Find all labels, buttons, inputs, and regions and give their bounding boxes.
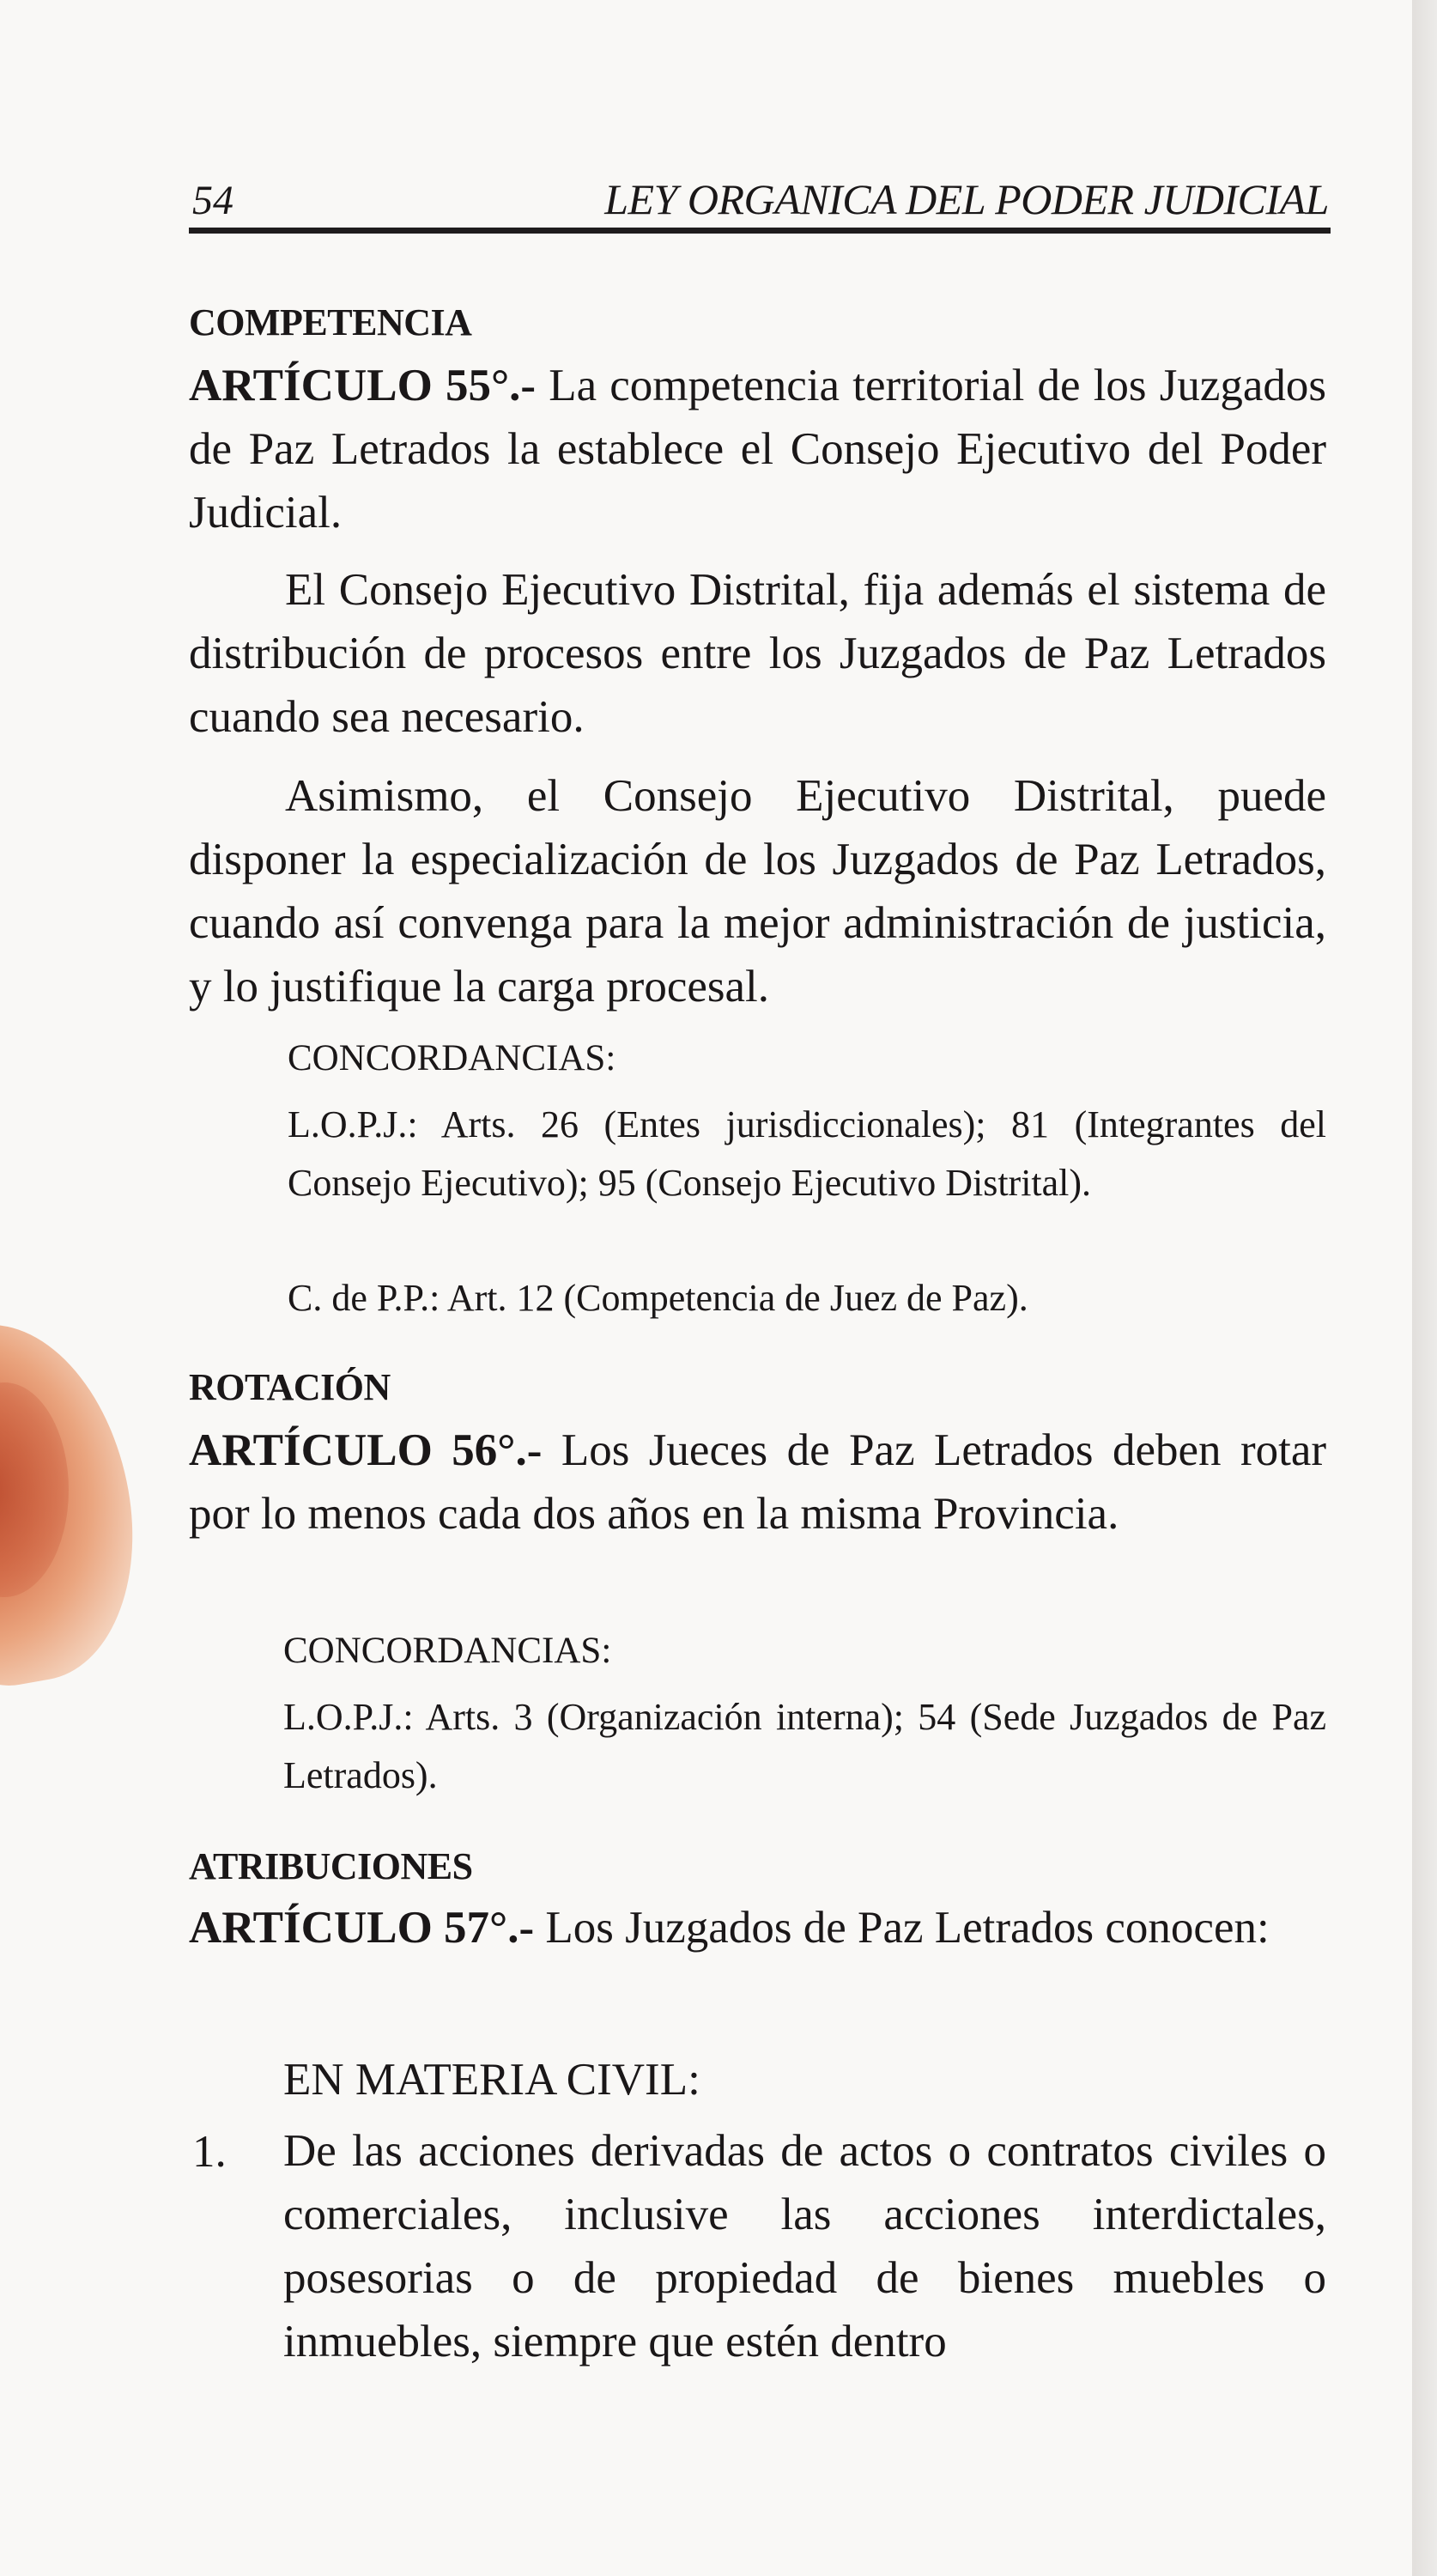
article-57 bbox=[189, 1896, 1326, 1959]
article-55 bbox=[189, 354, 1326, 544]
list-item-number: 1. bbox=[192, 2127, 227, 2177]
article-57-text: Los Juzgados de Paz Letrados conocen: bbox=[545, 1903, 1270, 1953]
article-57-label: ARTÍCULO 57°.- bbox=[189, 1903, 535, 1953]
page-edge bbox=[1412, 0, 1437, 2576]
running-title: LEY ORGANICA DEL PODER JUDICIAL bbox=[604, 175, 1329, 223]
page-header bbox=[189, 167, 1331, 234]
concordancias-heading-55: CONCORDANCIAS: bbox=[288, 1038, 616, 1078]
concordancia-56-1: L.O.P.J.: Arts. 3 (Organización interna); 54 (Sede Juzgados de Paz Letrados). bbox=[283, 1696, 1326, 1796]
article-55-text: La competencia territorial de los Juzgados de Paz Letrados la establece el Consejo Ejecutivo del Poder Judicial. bbox=[189, 361, 1326, 538]
article-56-label: ARTÍCULO 56°.- bbox=[189, 1425, 543, 1475]
subheading-materia-civil: EN MATERIA CIVIL: bbox=[283, 2055, 700, 2105]
article-55-paragraph-1: El Consejo Ejecutivo Distrital, fija además el sistema de distribución de procesos entre los Juzgados de Paz Letrados cuando sea necesario. bbox=[189, 565, 1326, 742]
section-heading-atribuciones: ATRIBUCIONES bbox=[189, 1845, 473, 1887]
article-56-text: Los Jueces de Paz Letrados deben rotar por lo menos cada dos años en la misma Provincia. bbox=[189, 1425, 1327, 1539]
article-56 bbox=[189, 1419, 1326, 1546]
section-heading-competencia: COMPETENCIA bbox=[189, 301, 472, 343]
concordancia-55-2: C. de P.P.: Art. 12 (Competencia de Juez de Paz). bbox=[288, 1277, 1028, 1319]
section-heading-rotacion: ROTACIÓN bbox=[189, 1366, 391, 1408]
page-number: 54 bbox=[192, 178, 233, 223]
article-55-paragraph-2: Asimismo, el Consejo Ejecutivo Distrital, puede disponer la especialización de los Juzgados de Paz Letrados, cuando así convenga para la mejor administración de justicia, y lo justifique la carga procesal. bbox=[189, 771, 1326, 1012]
article-55-label: ARTÍCULO 55°.- bbox=[189, 361, 537, 410]
concordancia-55-1: L.O.P.J.: Arts. 26 (Entes jurisdiccionales); 81 (Integrantes del Consejo Ejecutivo); 95 (Consejo Ejecutivo Distrital). bbox=[288, 1103, 1326, 1204]
list-item-text: De las acciones derivadas de actos o contratos civiles o comerciales, inclusive las acciones interdictales, posesorias o de propiedad de bienes muebles o inmuebles, siempre que estén dentro bbox=[283, 2126, 1326, 2366]
concordancias-heading-56: CONCORDANCIAS: bbox=[283, 1631, 612, 1671]
